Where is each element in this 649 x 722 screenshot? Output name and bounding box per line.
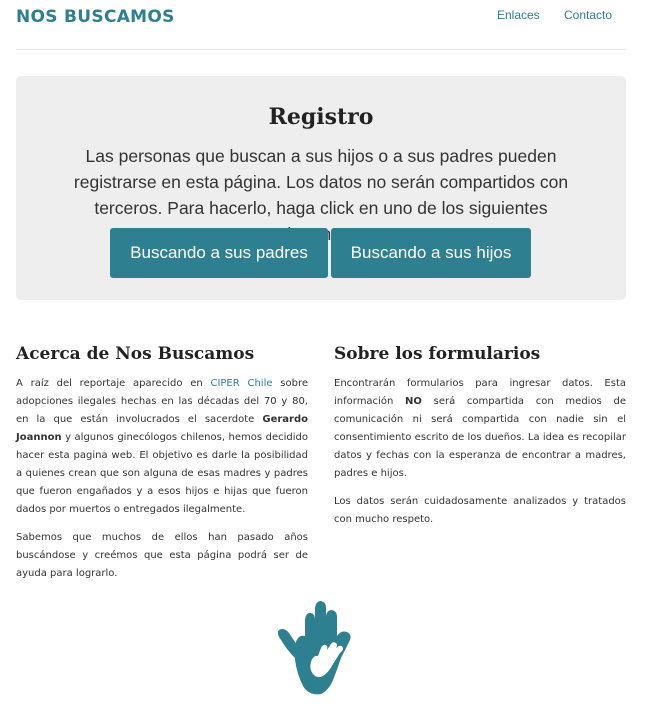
about-text-start: A raíz del reportaje aparecido en <box>16 378 211 389</box>
about-text-middle: sobre adopciones ilegales hechas en las décadas del 70 y 80, en la que están involucrados el sacerdote <box>16 378 308 425</box>
registro-lead-text: Las personas que buscan a sus hijos o a sus padres pueden registrarse en esta página. Los datos no serán compartidos con terceros. Para hacerlo, haga click en uno de los siguientes <box>73 146 569 218</box>
buscando-hijos-button[interactable]: Buscando a sus hijos <box>331 228 531 278</box>
about-text-end: y algunos ginecólogos chilenos, hemos decidido hacer esta pagina web. El objetivo es darle la posibilidad a quienes crean que son alguna de esas madres y padres que fueron engañados y a esos hijos e hijas que fueron dados por muertos o entregados ilegalmente. <box>16 432 308 515</box>
nav-link-enlaces[interactable]: Enlaces <box>497 8 540 22</box>
brand-logo-link[interactable]: NOS BUSCAMOS <box>16 7 175 27</box>
about-section <box>16 343 308 593</box>
registro-title: Registro <box>268 104 374 130</box>
forms-text-end: será compartida con medios de comunicación ni será compartida con nadie sin el consentimiento escrito de los dueños. La idea es recopilar datos y fechas con la esperanza de encontrar a madres, padres e hijos. <box>334 396 626 479</box>
nav-link-contacto[interactable]: Contacto <box>564 8 613 22</box>
about-paragraph-1 <box>16 375 308 519</box>
ciper-chile-link[interactable]: CIPER Chile <box>210 378 273 389</box>
hands-logo-icon <box>275 600 367 696</box>
about-bold-name: Gerardo Joannon <box>16 414 308 443</box>
forms-paragraph-1 <box>334 375 626 483</box>
forms-paragraph-2: Los datos serán cuidadosamente analizados y tratados con mucho respeto. <box>334 496 626 525</box>
registro-jumbotron <box>16 76 626 300</box>
buscando-padres-button[interactable]: Buscando a sus padres <box>110 228 328 278</box>
forms-title: Sobre los formularios <box>334 344 541 364</box>
forms-bold-no: NO <box>405 396 422 407</box>
navbar <box>0 0 649 50</box>
navbar-divider <box>16 49 626 50</box>
about-paragraph-2: Sabemos que muchos de ellos han pasado años buscándose y creémos que esta página podrá ser de ayuda para lograrlo. <box>16 532 308 579</box>
forms-text-start: Encontrarán formularios para ingresar datos. Esta información <box>334 378 626 407</box>
forms-section <box>334 343 626 539</box>
about-title: Acerca de Nos Buscamos <box>16 344 255 364</box>
